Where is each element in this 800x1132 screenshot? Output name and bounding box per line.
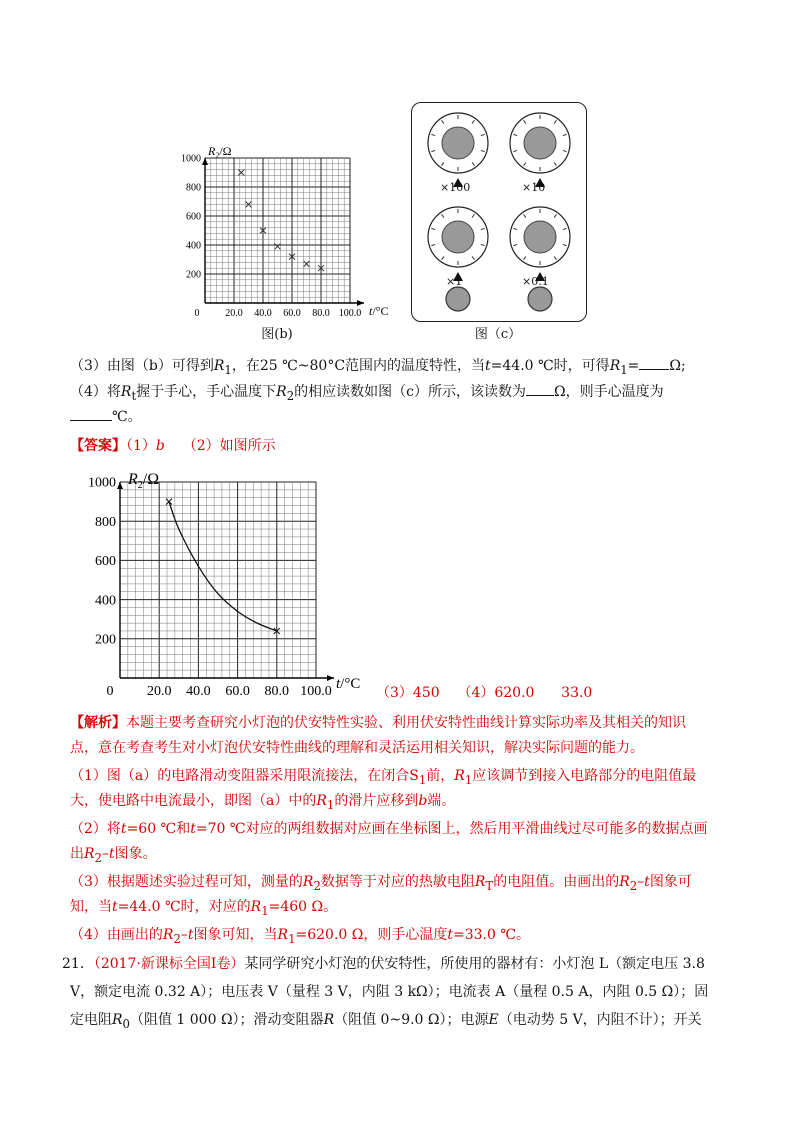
dial-label-x10: ×10 (522, 181, 546, 194)
dial (510, 113, 570, 187)
figure-c-dials (412, 103, 586, 321)
x-axis-arrow (357, 300, 364, 306)
figure-b-chart (160, 138, 400, 324)
answer-chart-xlabel: t/°C (336, 676, 361, 692)
answer-blank (639, 369, 669, 370)
answer-chart (74, 462, 374, 696)
figure-c-resistance-box (411, 102, 587, 322)
analysis-line-1: 【解析】本题主要考查研究小灯泡的伏安特性实验、利用伏安特性曲线计算实际功率及其相关的知识 (70, 715, 686, 731)
analysis-p3-line-2: 知，当t=44.0 ℃时，对应的$R_1=460$ Ω。 (70, 899, 338, 918)
question-21-line-3: 定电阻$R_0$（阻值 1 000 Ω）；滑动变阻器R（阻值 0~9.0 Ω）；电源E（电动势 5 V，内阻不计）；开关 (70, 1012, 702, 1031)
analysis-p2-line-2: 出$R_2-t$图象。 (70, 846, 157, 865)
y-tick-label: 800 (186, 182, 201, 194)
dial (428, 207, 488, 281)
dial (510, 207, 570, 281)
dial-label-x100: ×100 (440, 181, 471, 194)
question-4-cont: ℃。 (70, 407, 730, 427)
y-tick-label: 200 (186, 269, 201, 281)
data-point-cross (304, 261, 310, 267)
answer-blank (526, 395, 554, 396)
data-point-cross (275, 243, 281, 249)
question-21-line-2: V，额定电流 0.32 A）；电压表 V（量程 3 V，内阻 3 kΩ）；电流表 A（量程 0.5 A，内阻 0.5 Ω）；固 (70, 984, 709, 1000)
answer-chart-curve (166, 499, 280, 634)
question-21-line-1: 21．（2017·新课标全国Ⅰ卷）某同学研究小灯泡的伏安特性，所使用的器材有：小灯泡 L（额定电压 3.8 (62, 956, 705, 972)
y-tick-label: 200 (95, 632, 116, 648)
dial-knob (442, 127, 474, 159)
dial-knob (524, 221, 556, 253)
answer-values: （3）450 （4）620.0 33.0 (376, 685, 593, 701)
x-tick-label: 100.0 (300, 684, 332, 696)
question-4: （4）将$R_t$握于手心，手心温度下$R_2$的相应读数如图（c）所示，该读数为 Ω，则手心温度为 (70, 384, 664, 403)
x-tick-label: 0 (106, 684, 114, 696)
y-tick-label: 600 (95, 554, 116, 570)
dial-knob (524, 127, 556, 159)
x-tick-label: 80.0 (264, 684, 290, 696)
figure-b-tick-labels (181, 153, 361, 319)
x-tick-label: 20.0 (146, 684, 172, 696)
answer-chart-tick-labels (88, 476, 332, 696)
y-tick-label: 1000 (181, 153, 201, 165)
y-tick-label: 400 (95, 593, 116, 609)
x-tick-label: 0 (194, 308, 200, 319)
analysis-p1-line-2: 大，使电路中电流最小，即图（a）中的$R_1$的滑片应移到b端。 (70, 793, 456, 812)
y-tick-label: 600 (186, 211, 201, 223)
terminal-knob (528, 287, 552, 311)
analysis-p4: （4）由画出的$R_2-t$图象可知，当$R_1=620.0$ Ω，则手心温度t=33.0 ℃。 (70, 927, 531, 946)
y-axis-arrow (117, 482, 123, 489)
answer-chart-ylabel: $R_2/\Omega$ (128, 471, 160, 491)
answer-chart-grid (117, 482, 334, 681)
answer-blank (70, 420, 112, 421)
question-3: （3）由图（b）可得到$R_1$，在25 ℃~80°C范围内的温度特性，当t=44.0 ℃时，可得$R_1= \Omega$; (70, 358, 686, 377)
figure-b-grid (202, 158, 364, 306)
x-tick-label: 60.0 (225, 684, 250, 696)
dial-label-x1: ×1 (446, 275, 463, 288)
x-tick-label: 20.0 (225, 308, 243, 319)
analysis-p3-line-1: （3）根据题述实验过程可知，测量的$R_2$数据等于对应的热敏电阻$R_T$的电阻值。由画出的$R_2-t$图象可 (70, 874, 692, 893)
x-tick-label: 80.0 (312, 308, 330, 319)
y-tick-label: 1000 (88, 475, 116, 491)
x-axis-arrow (327, 675, 334, 681)
y-axis-arrow (202, 158, 208, 165)
y-tick-label: 800 (95, 514, 116, 530)
figure-b-ylabel: $R_2/\Omega$ (208, 144, 232, 160)
x-tick-label: 40.0 (254, 308, 272, 319)
analysis-line-2: 点，意在考查考生对小灯泡伏安特性曲线的理解和灵活运用相关知识，解决实际问题的能力。 (70, 740, 644, 756)
answer-tag: 【答案】 (70, 438, 126, 454)
x-tick-label: 60.0 (283, 308, 301, 319)
x-tick-label: 100.0 (338, 308, 362, 319)
y-tick-label: 400 (186, 240, 201, 252)
question-21-source: （2017·新课标全国Ⅰ卷） (93, 956, 245, 972)
data-point-cross (238, 170, 244, 176)
dial-label-x0-1: ×0.1 (522, 275, 549, 288)
figure-c-caption: 图（c） (474, 327, 522, 342)
answer-line: 【答案】（1）b （2）如图所示 (70, 438, 276, 454)
terminal-knob (446, 287, 470, 311)
dial (428, 113, 488, 187)
figure-b-xlabel: t/°C (369, 304, 389, 318)
analysis-p2-line-1: （2）将t=60 ℃和t=70 ℃对应的两组数据对应画在坐标图上，然后用平滑曲线过尽可能多的数据点画 (70, 821, 708, 837)
analysis-p1-line-1: （1）图（a）的电路滑动变阻器采用限流接法，在闭合$S_1$前，$R_1$应该调节到接入电路部分的电阻值最 (70, 768, 697, 787)
figure-b-points (238, 170, 324, 272)
x-tick-label: 40.0 (186, 684, 211, 696)
figure-b-caption: 图(b) (261, 327, 293, 342)
dial-knob (442, 221, 474, 253)
